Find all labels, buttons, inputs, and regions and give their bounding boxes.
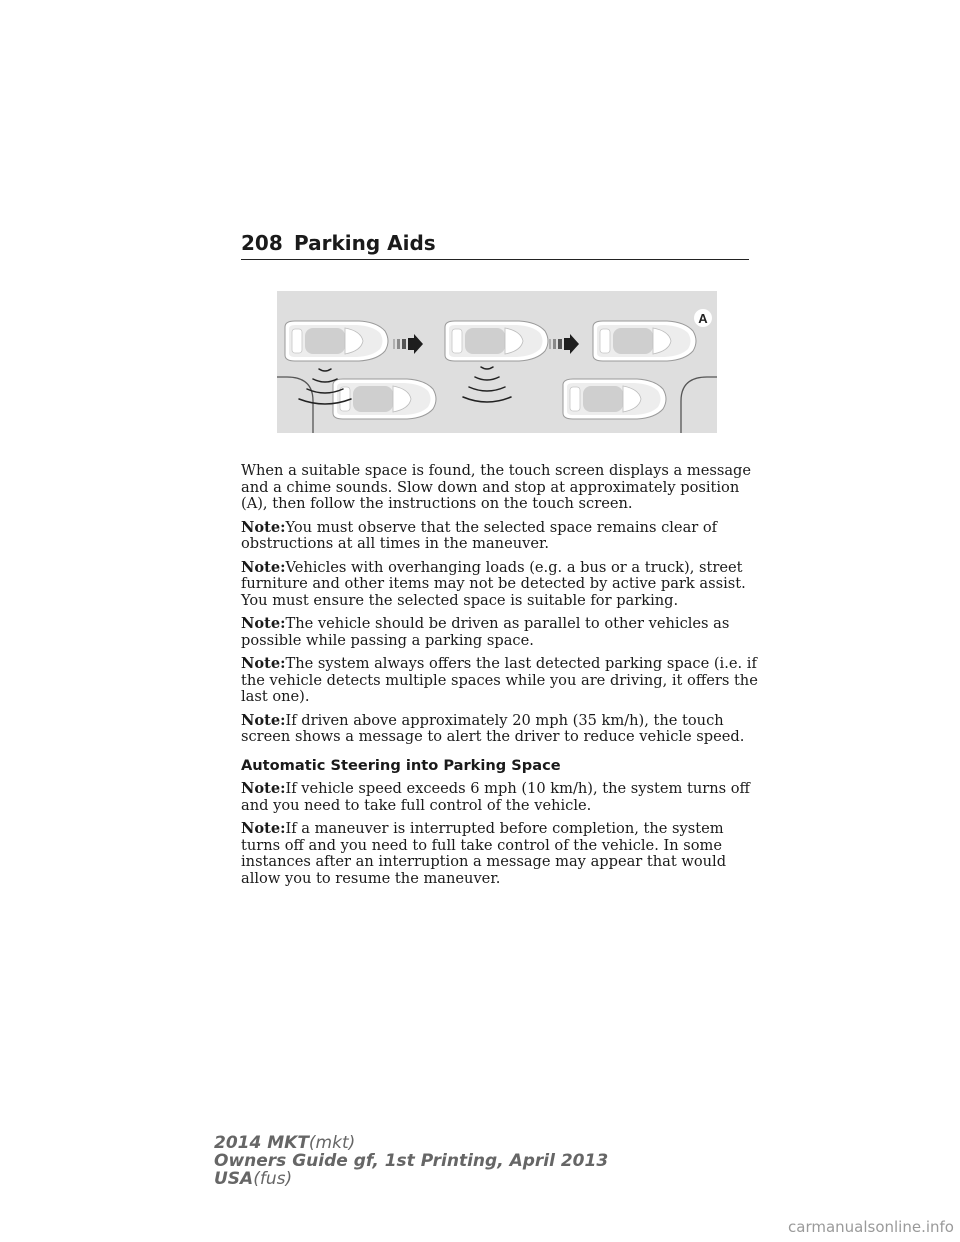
watermark: carmanualsonline.info — [788, 1218, 954, 1236]
paragraph: When a suitable space is found, the touch screen displays a message and a chime sounds. Slow down and stop at approximately position (A), then follow the instructions on the touch screen. — [241, 462, 752, 512]
note-paragraph: Note:The system always offers the last detected parking space (i.e. if the vehicle detects multiple spaces while you are driving, it offers the last one). — [241, 655, 758, 705]
section-title: Parking Aids — [294, 231, 436, 255]
page-footer: 2014 MKT(mkt) Owners Guide gf, 1st Printing, April 2013 USA(fus) — [214, 1133, 609, 1189]
page-number: 208 — [241, 231, 283, 255]
note-paragraph: Note:Vehicles with overhanging loads (e.g. a bus or a truck), street furniture and other items may not be detected by active park assist. You must ensure the selected space is suitable for parking. — [241, 558, 746, 609]
page-header — [241, 229, 749, 260]
note-paragraph: Note:If vehicle speed exceeds 6 mph (10 km/h), the system turns off and you need to take full control of the vehicle. — [241, 780, 750, 814]
note-paragraph: Note:If driven above approximately 20 mph (35 km/h), the touch screen shows a message to alert the driver to reduce vehicle speed. — [241, 711, 745, 745]
page-content — [241, 463, 761, 894]
parking-illustration — [277, 291, 717, 433]
note-paragraph: Note:You must observe that the selected space remains clear of obstructions at all times in the maneuver. — [241, 518, 718, 552]
note-paragraph: Note:If a maneuver is interrupted before completion, the system turns off and you need to full take control of the vehicle. In some instances after an interruption a message may appear that would allow you to resume the maneuver. — [241, 820, 727, 887]
position-label-a: A — [698, 311, 708, 326]
subheading: Automatic Steering into Parking Space — [241, 756, 561, 774]
note-paragraph: Note:The vehicle should be driven as parallel to other vehicles as possible while passing a parking space. — [241, 615, 730, 649]
